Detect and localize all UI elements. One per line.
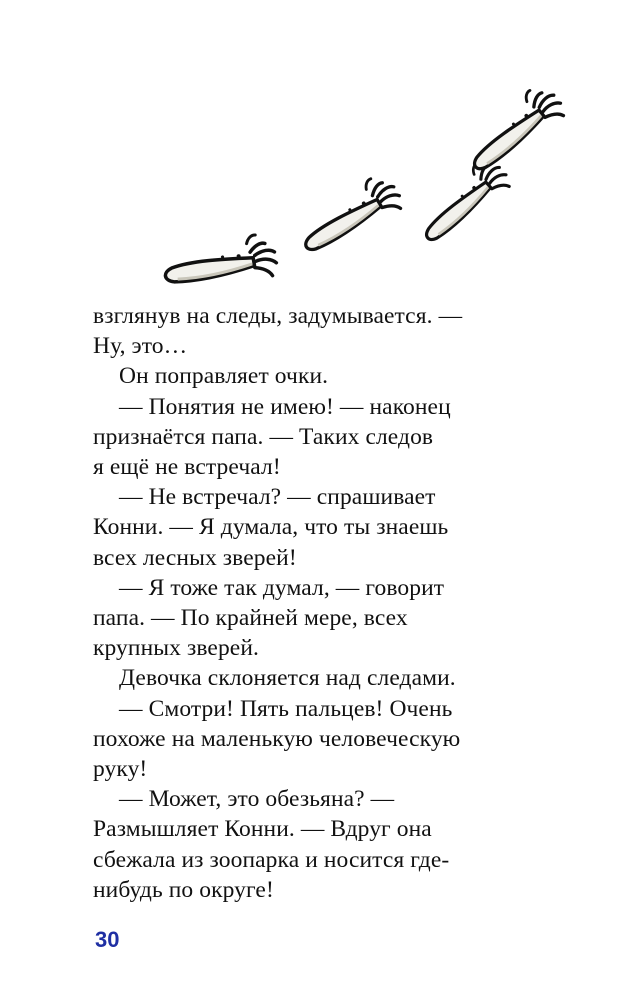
text-line: Он поправляет очки. <box>119 363 329 390</box>
animal-footprints-icon <box>150 55 570 295</box>
text-line: крупных зверей. <box>93 635 259 662</box>
text-line: Девочка склоняется над следами. <box>119 665 456 692</box>
text-line: Размышляет Конни. — Вдруг она <box>93 816 432 843</box>
text-line: — Я тоже так думал, — говорит <box>119 574 445 601</box>
text-line: — Может, это обезьяна? — <box>119 786 395 813</box>
story-text <box>93 301 493 905</box>
text-line: сбежала из зоопарка и носится где- <box>93 846 450 873</box>
page-number: 30 <box>95 927 120 952</box>
text-line: нибудь по округе! <box>93 876 274 903</box>
text-line: — Смотри! Пять пальцев! Очень <box>119 695 453 722</box>
footprint <box>413 154 514 250</box>
footprint <box>460 81 568 181</box>
text-line: похоже на маленькую человеческую <box>93 725 461 752</box>
text-line: — Понятия не имею! — наконец <box>119 393 451 420</box>
text-line: всех лесных зверей! <box>93 544 297 571</box>
text-line: признаётся папа. — Таких следов <box>93 423 434 450</box>
text-line: Конни. — Я думала, что ты знаешь <box>93 514 449 541</box>
text-line: — Не встречал? — спрашивает <box>119 484 436 511</box>
text-line: я ещё не встречал! <box>93 454 281 481</box>
text-line: Ну, это… <box>93 333 188 360</box>
footprint <box>161 232 278 294</box>
text-line: папа. — По крайней мере, всех <box>93 605 408 632</box>
footprint <box>294 171 406 262</box>
text-line: руку! <box>93 756 148 783</box>
text-line: взглянув на следы, задумывается. — <box>93 303 463 329</box>
